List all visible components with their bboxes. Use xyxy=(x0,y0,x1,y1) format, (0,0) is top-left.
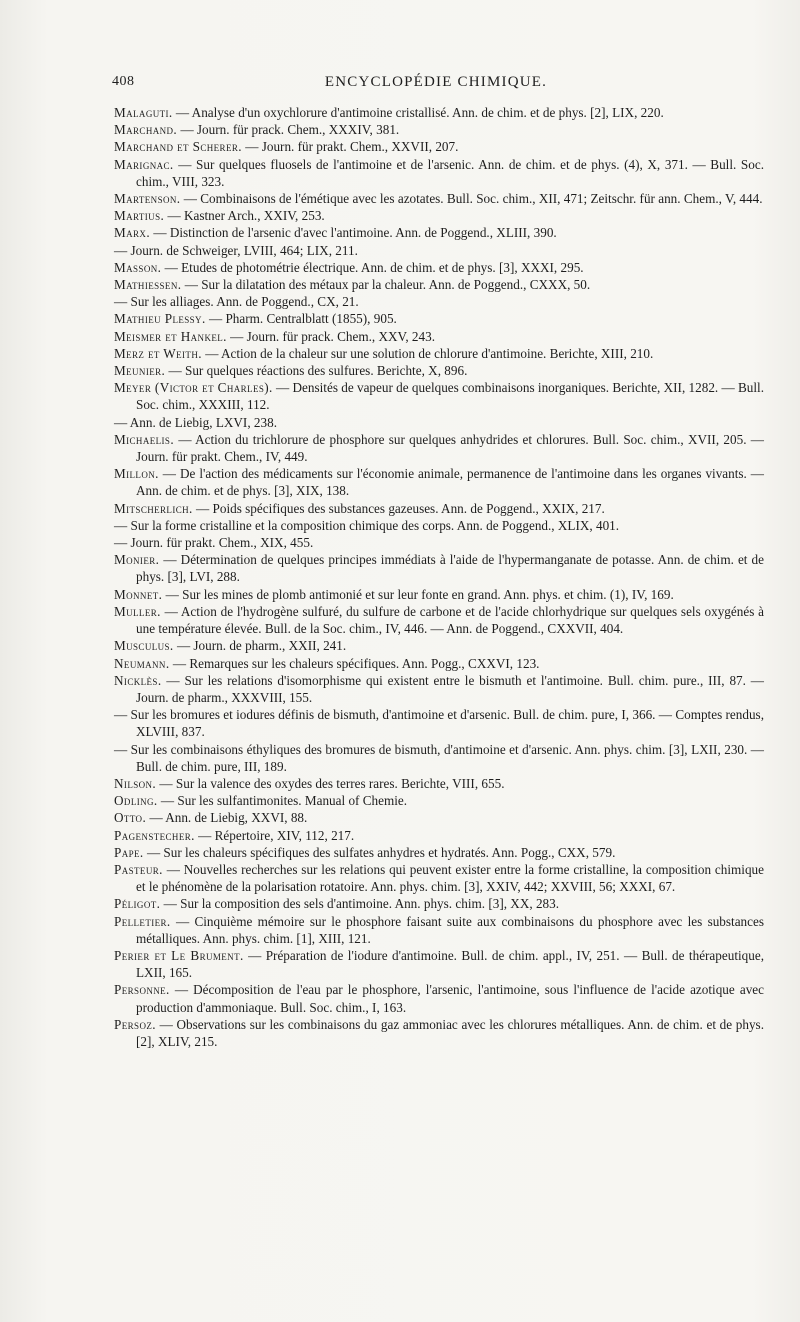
bibliography-entry xyxy=(114,775,764,792)
entry-text: — De l'action des médicaments sur l'économie animale, permanence de l'antimoine dans les organes vivants. — Ann. de chim. et de phys. [3], XIX, 138. xyxy=(136,466,764,499)
bibliography-entry xyxy=(114,586,764,603)
author-name: Neumann. xyxy=(114,655,170,671)
entry-text: — Sur la dilatation des métaux par la chaleur. Ann. de Poggend., CXXX, 50. xyxy=(181,277,591,293)
author-name: Merz et Weith. xyxy=(114,345,202,361)
bibliography-entry xyxy=(114,741,764,775)
bibliography-list xyxy=(114,104,764,1050)
entry-text: — Sur la forme cristalline et la composition chimique des corps. Ann. de Poggend., XLIX, 401. xyxy=(114,517,620,533)
bibliography-entry xyxy=(114,517,764,534)
bibliography-entry xyxy=(114,310,764,327)
author-name: Monnet. xyxy=(114,586,163,602)
bibliography-entry xyxy=(114,913,764,947)
author-name: Marignac. xyxy=(114,156,174,172)
page-header xyxy=(112,74,760,98)
bibliography-entry xyxy=(114,844,764,861)
bibliography-entry xyxy=(114,706,764,740)
entry-text: — Sur les chaleurs spécifiques des sulfates anhydres et hydratés. Ann. Pogg., CXX, 579. xyxy=(143,844,616,860)
running-title: ENCYCLOPÉDIE CHIMIQUE. xyxy=(324,74,548,90)
entry-text: — Action du trichlorure de phosphore sur quelques anhydrides et chlorures. Bull. Soc. chim., XVII, 205. — Journ. für prakt. Chem., IV, 449. xyxy=(136,431,764,465)
entry-text: — Sur les mines de plomb antimonié et sur leur fonte en grand. Ann. phys. et chim. (1), IV, 169. xyxy=(162,586,674,602)
entry-text: — Densités de vapeur de quelques combinaisons inorganiques. Berichte, XII, 1282. — Bull. Soc. chim., XXXIII, 112. xyxy=(136,380,765,413)
author-name: Nicklès. xyxy=(114,672,162,688)
entry-text: — Cinquième mémoire sur le phosphore faisant suite aux combinaisons du phosphore avec les substances métalliques. Ann. phys. chim. [1], XIII, 121. xyxy=(136,913,764,946)
entry-text: — Action de la chaleur sur une solution de chlorure d'antimoine. Berichte, XIII, 210. xyxy=(201,345,654,361)
bibliography-entry xyxy=(114,207,764,224)
bibliography-entry xyxy=(114,121,764,138)
author-name: Marchand et Scherer. xyxy=(114,139,242,155)
bibliography-entry xyxy=(114,947,764,981)
bibliography-entry xyxy=(114,861,764,895)
bibliography-entry xyxy=(114,431,764,465)
entry-text: — Ann. de Liebig, LXVI, 238. xyxy=(114,414,277,430)
entry-text: — Poids spécifiques des substances gazeuses. Ann. de Poggend., XXIX, 217. xyxy=(192,500,605,516)
entry-text: — Combinaisons de l'émétique avec les azotates. Bull. Soc. chim., XII, 471; Zeitschr. für ann. Chem., V, 444. xyxy=(180,191,763,207)
bibliography-entry xyxy=(114,827,764,844)
bibliography-entry xyxy=(114,809,764,826)
entry-text: — Sur les bromures et iodures définis de bismuth, d'antimoine et d'arsenic. Bull. de chim. pure, I, 366. — Comptes rendus, XLVIII, 837. xyxy=(114,707,764,740)
author-name: Masson. xyxy=(114,259,162,275)
entry-text: — Analyse d'un oxychlorure d'antimoine cristallisé. Ann. de chim. et de phys. [2], LIX, 220. xyxy=(172,105,664,120)
author-name: Meismer et Hankel. xyxy=(114,328,227,344)
entry-text: — Sur la composition des sels d'antimoine. Ann. phys. chim. [3], XX, 283. xyxy=(160,896,560,912)
bibliography-entry xyxy=(114,465,764,499)
bibliography-entry xyxy=(114,190,764,207)
entry-text: — Décomposition de l'eau par le phosphore, l'arsenic, l'antimoine, sous l'influence de l'acide azotique avec production d'ammoniaque. Bull. Soc. chim., I, 163. xyxy=(136,982,764,1015)
bibliography-entry xyxy=(114,104,764,121)
author-name: Odling. xyxy=(114,793,158,809)
bibliography-entry xyxy=(114,138,764,155)
author-name: Malaguti. xyxy=(114,105,173,120)
entry-text: — Sur les relations d'isomorphisme qui existent entre le bismuth et l'antimoine. Bull. chim. pure., III, 87. — Journ. de pharm., XXXVIII, 155. xyxy=(136,672,764,705)
author-name: Pasteur. xyxy=(114,861,163,877)
bibliography-entry xyxy=(114,414,764,431)
bibliography-entry xyxy=(114,637,764,654)
bibliography-entry xyxy=(114,792,764,809)
author-name: Meyer (Victor et Charles). xyxy=(114,380,273,396)
author-name: Musculus. xyxy=(114,638,174,654)
entry-text: — Sur les alliages. Ann. de Poggend., CX, 21. xyxy=(114,294,359,310)
entry-text: — Journ. für prakt. Chem., XXVII, 207. xyxy=(241,139,459,155)
author-name: Muller. xyxy=(114,603,161,619)
bibliography-entry xyxy=(114,362,764,379)
author-name: Péligot. xyxy=(114,896,161,912)
bibliography-entry xyxy=(114,551,764,585)
entry-text: — Journ. für prakt. Chem., XIX, 455. xyxy=(114,535,314,551)
author-name: Monier. xyxy=(114,552,160,568)
bibliography-entry xyxy=(114,1016,764,1050)
author-name: Perier et Le Brument. xyxy=(114,947,244,963)
bibliography-entry xyxy=(114,242,764,259)
entry-text: — Sur quelques réactions des sulfures. Berichte, X, 896. xyxy=(165,363,468,379)
entry-text: — Préparation de l'iodure d'antimoine. Bull. de chim. appl., IV, 251. — Bull. de thérapeutique, LXII, 165. xyxy=(136,947,764,981)
author-name: Marchand. xyxy=(114,122,178,138)
entry-text: — Répertoire, XIV, 112, 217. xyxy=(194,827,355,843)
bibliography-entry xyxy=(114,655,764,672)
entry-text: — Observations sur les combinaisons du gaz ammoniac avec les chlorures métalliques. Ann. de chim. et de phys. [2], XLIV, 215. xyxy=(136,1016,764,1049)
entry-text: — Sur quelques fluosels de l'antimoine et de l'arsenic. Ann. de chim. et de phys. (4), X, 371. — Bull. Soc. chim., VIII, 323. xyxy=(136,156,764,189)
author-name: Pagenstecher. xyxy=(114,827,195,843)
entry-text: — Nouvelles recherches sur les relations qui peuvent exister entre la forme cristalline, la composition chimique et le phénomène de la polarisation rotatoire. Ann. phys. chim. [3], XXIV, 442; XXVIII, 56; XXXI, 67. xyxy=(136,861,764,895)
author-name: Nilson. xyxy=(114,775,157,791)
bibliography-entry xyxy=(114,672,764,706)
author-name: Personne. xyxy=(114,982,170,998)
entry-text: — Action de l'hydrogène sulfuré, du sulfure de carbone et de l'acide chlorhydrique sur quelques sels oxygénés à une température élevée. Bull. de la Soc. chim., IV, 446. — Ann. de Poggend., CXXVII, 404. xyxy=(136,603,764,637)
author-name: Meunier. xyxy=(114,363,166,379)
entry-text: — Kastner Arch., XXIV, 253. xyxy=(164,208,325,224)
author-name: Marx. xyxy=(114,225,151,241)
bibliography-entry xyxy=(114,379,764,413)
entry-text: — Détermination de quelques principes immédiats à l'aide de l'hypermanganate de potasse. Ann. de chim. et de phys. [3], LVI, 288. xyxy=(136,552,764,585)
bibliography-entry xyxy=(114,345,764,362)
entry-text: — Sur les combinaisons éthyliques des bromures de bismuth, d'antimoine et d'arsenic. Ann. phys. chim. [3], LXII, 230. — Bull. de chim. pure, III, 189. xyxy=(114,741,764,774)
author-name: Martenson. xyxy=(114,191,181,207)
author-name: Otto. xyxy=(114,810,147,826)
entry-text: — Ann. de Liebig, XXVI, 88. xyxy=(146,810,308,826)
entry-text: — Pharm. Centralblatt (1855), 905. xyxy=(205,311,397,327)
bibliography-entry xyxy=(114,500,764,517)
author-name: Pape. xyxy=(114,844,144,860)
bibliography-entry xyxy=(114,981,764,1015)
author-name: Persoz. xyxy=(114,1016,156,1032)
entry-text: — Distinction de l'arsenic d'avec l'antimoine. Ann. de Poggend., XLIII, 390. xyxy=(150,225,557,241)
bibliography-entry xyxy=(114,259,764,276)
bibliography-entry xyxy=(114,895,764,912)
entry-text: — Journ. de pharm., XXII, 241. xyxy=(173,638,347,654)
bibliography-entry xyxy=(114,328,764,345)
bibliography-entry xyxy=(114,276,764,293)
author-name: Martius. xyxy=(114,208,165,224)
author-name: Pelletier. xyxy=(114,913,171,929)
entry-text: — Remarques sur les chaleurs spécifiques. Ann. Pogg., CXXVI, 123. xyxy=(169,655,540,671)
author-name: Mathiessen. xyxy=(114,277,182,293)
author-name: Mathieu Plessy. xyxy=(114,311,206,327)
entry-text: — Journ. de Schweiger, LVIII, 464; LIX, 211. xyxy=(114,242,358,258)
bibliography-entry xyxy=(114,224,764,241)
author-name: Millon. xyxy=(114,466,159,482)
author-name: Michaelis. xyxy=(114,431,175,447)
entry-text: — Journ. für prack. Chem., XXXIV, 381. xyxy=(177,122,400,138)
bibliography-entry xyxy=(114,603,764,637)
bibliography-entry xyxy=(114,534,764,551)
page-number: 408 xyxy=(112,74,135,89)
bibliography-entry xyxy=(114,293,764,310)
entry-text: — Journ. für prack. Chem., XXV, 243. xyxy=(226,328,436,344)
entry-text: — Etudes de photométrie électrique. Ann. de chim. et de phys. [3], XXXI, 295. xyxy=(161,259,584,275)
author-name: Mitscherlich. xyxy=(114,500,193,516)
entry-text: — Sur les sulfantimonites. Manual of Chemie. xyxy=(157,793,408,809)
bibliography-entry xyxy=(114,156,764,190)
entry-text: — Sur la valence des oxydes des terres rares. Berichte, VIII, 655. xyxy=(156,775,505,791)
